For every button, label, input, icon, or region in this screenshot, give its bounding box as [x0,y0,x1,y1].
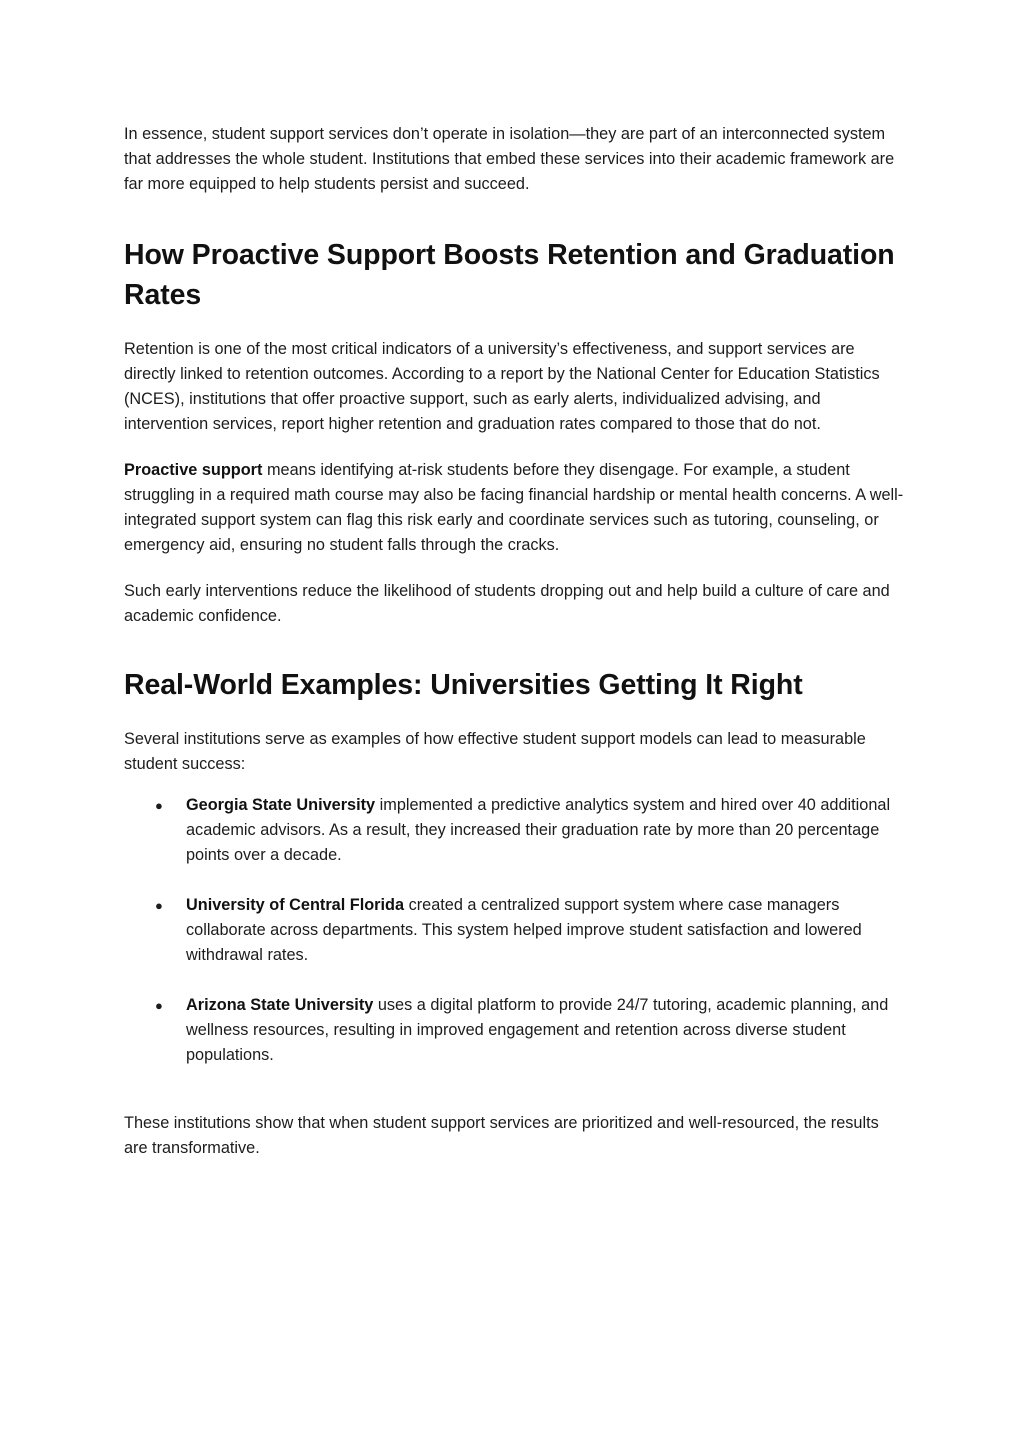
university-description: created a centralized support system where case managers collaborate across departments. This system helped improve student satisfaction and lowered withdrawal rates. [186,896,862,964]
university-name: Arizona State University [186,996,374,1014]
bullet-icon: ● [155,798,163,813]
document-page [124,122,904,1161]
list-item-georgia-state [155,793,904,868]
university-description: implemented a predictive analytics system and hired over 40 additional academic advisors. As a result, they increased their graduation rate by more than 20 percentage points over a decade. [186,796,891,864]
proactive-support-term: Proactive support [124,461,263,479]
proactive-support-heading: How Proactive Support Boosts Retention and Graduation Rates [124,239,895,311]
bullet-icon: ● [155,998,163,1013]
university-name: Georgia State University [186,796,376,814]
proactive-support-paragraph [124,458,904,558]
conclusion-paragraph: These institutions show that when student support services are prioritized and well-resourced, the results are transformative. [124,1114,879,1157]
university-examples-list [124,793,904,1068]
list-item-central-florida [155,893,904,968]
real-world-examples-heading: Real-World Examples: Universities Getting It Right [124,669,803,701]
examples-intro-paragraph: Several institutions serve as examples of how effective student support models can lead to measurable student success: [124,730,866,773]
university-description: uses a digital platform to provide 24/7 tutoring, academic planning, and wellness resources, resulting in improved engagement and retention across diverse student populations. [186,996,889,1064]
proactive-support-description: means identifying at-risk students before they disengage. For example, a student struggling in a required math course may also be facing financial hardship or mental health concerns. A well-integrated support system can flag this risk early and coordinate services such as tutoring, counseling, or emergency aid, ensuring no student falls through the cracks. [124,461,904,554]
university-name: University of Central Florida [186,896,405,914]
list-item-arizona-state [155,993,904,1068]
early-interventions-paragraph: Such early interventions reduce the likelihood of students dropping out and help build a culture of care and academic confidence. [124,582,890,625]
bullet-icon: ● [155,898,163,913]
retention-paragraph: Retention is one of the most critical indicators of a university’s effectiveness, and support services are directly linked to retention outcomes. According to a report by the National Center for Education Statistics (NCES), institutions that offer proactive support, such as early alerts, individualized advising, and intervention services, report higher retention and graduation rates compared to those that do not. [124,340,880,433]
intro-paragraph: In essence, student support services don’t operate in isolation—they are part of an interconnected system that addresses the whole student. Institutions that embed these services into their academic framework are far more equipped to help students persist and succeed. [124,125,895,193]
